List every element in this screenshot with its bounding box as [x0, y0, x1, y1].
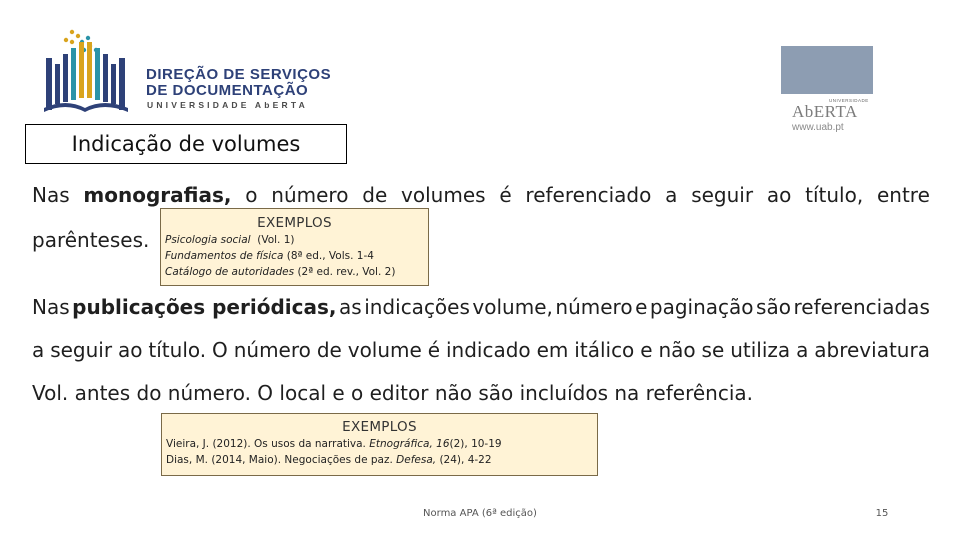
word: de	[316, 338, 342, 362]
word: é	[427, 338, 441, 362]
word: ao	[766, 183, 792, 207]
example-rest: (Vol. 1)	[250, 234, 295, 246]
paragraph-2-line-2	[32, 329, 930, 372]
word: entre	[876, 183, 930, 207]
example-post: (24), 4-22	[436, 454, 492, 466]
word: referenciadas	[793, 295, 930, 319]
page-number: 15	[875, 508, 889, 519]
example-line	[165, 248, 424, 264]
word: paginação	[649, 295, 754, 319]
word: número	[233, 338, 311, 362]
word: a	[796, 338, 809, 362]
uab-logo-name: AbERTA	[792, 102, 858, 121]
examples-box-2	[161, 413, 598, 476]
uab-logo-block	[781, 46, 873, 94]
word: de	[362, 183, 388, 207]
word: a	[665, 183, 678, 207]
footer-text: Norma APA (6ª edição)	[423, 508, 537, 519]
example-rest: (8ª ed., Vols. 1-4	[283, 250, 374, 262]
word: título,	[805, 183, 864, 207]
word: número	[555, 295, 633, 319]
logo-subtitle: UNIVERSIDADE AbERTA	[147, 100, 308, 110]
dsd-logo-mark	[44, 28, 144, 114]
examples-box-1	[160, 208, 429, 286]
paragraph-2-line-1	[32, 286, 930, 329]
example-line	[166, 436, 593, 452]
examples-heading: EXEMPLOS	[257, 215, 332, 231]
paragraph-2-line-3: Vol. antes do número. O local e o editor não são incluídos na referência.	[32, 381, 754, 405]
example-italic: Catálogo de autoridades	[165, 266, 295, 278]
example-rest: (2ª ed. rev., Vol. 2)	[294, 266, 396, 278]
word: indicações	[364, 295, 470, 319]
paragraph-1-line-2: parênteses.	[32, 228, 150, 252]
word: ao	[117, 338, 143, 362]
word: as	[339, 295, 362, 319]
word: utiliza	[730, 338, 791, 362]
section-title-box	[25, 124, 347, 164]
word: seguir	[50, 338, 113, 362]
example-line	[165, 232, 424, 248]
word-bold: publicações periódicas,	[72, 295, 337, 319]
example-line	[165, 264, 424, 280]
word: referenciado	[525, 183, 652, 207]
word: volume	[347, 338, 422, 362]
word: em	[536, 338, 569, 362]
examples-heading: EXEMPLOS	[342, 419, 417, 435]
word: abreviatura	[814, 338, 930, 362]
word: O	[212, 338, 228, 362]
word: Nas	[32, 183, 70, 207]
word: é	[499, 183, 512, 207]
word: são	[756, 295, 791, 319]
word: volumes	[401, 183, 486, 207]
uab-logo-url: www.uab.pt	[792, 122, 844, 133]
word: se	[701, 338, 725, 362]
word: título.	[148, 338, 207, 362]
section-title: Indicação de volumes	[71, 132, 301, 156]
word: e	[640, 338, 653, 362]
word-bold: monografias,	[83, 183, 232, 207]
example-italic: Fundamentos de física	[165, 250, 284, 262]
paragraph-2	[32, 286, 930, 415]
word: não	[658, 338, 696, 362]
example-pre: Dias, M. (2014, Maio). Negociações de paz.	[166, 454, 397, 466]
word: indicado	[445, 338, 531, 362]
example-italic: Etnográfica, 16	[369, 438, 450, 450]
word: itálico	[574, 338, 635, 362]
example-line	[166, 452, 593, 468]
example-italic: Defesa,	[396, 454, 437, 466]
logo-title-line1: DIREÇÃO DE SERVIÇOS	[146, 66, 332, 83]
logo-title-line2: DE DOCUMENTAÇÃO	[146, 82, 309, 99]
uab-logo-small-text: UNIVERSIDADE	[829, 98, 869, 103]
word: seguir	[691, 183, 754, 207]
word: número	[271, 183, 349, 207]
word: Nas	[32, 295, 70, 319]
word: e	[635, 295, 648, 319]
example-pre: Vieira, J. (2012). Os usos da narrativa.	[166, 438, 370, 450]
word: a	[32, 338, 45, 362]
example-italic: Psicologia social	[165, 234, 251, 246]
word: o	[245, 183, 258, 207]
example-post: (2), 10-19	[449, 438, 502, 450]
word: volume,	[472, 295, 553, 319]
